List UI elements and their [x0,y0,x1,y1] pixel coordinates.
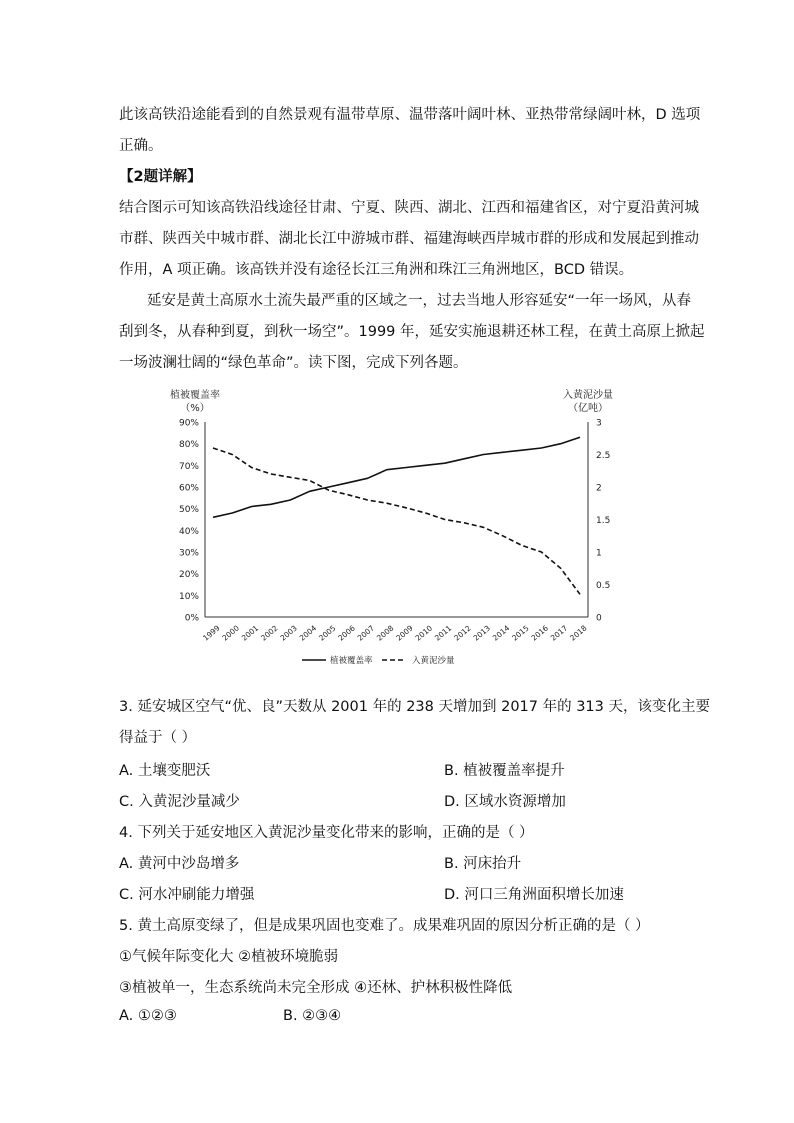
left-axis-title: 植被覆盖率 [170,390,220,401]
vegetation-sediment-line-chart [160,385,630,675]
x-tick-label: 2008 [375,623,396,643]
x-tick-label: 2006 [336,623,357,643]
question-5-stem: 5. 黄土高原变绿了，但是成果巩固也变难了。成果难巩固的原因分析正确的是（ ） [119,918,650,934]
passage-line: 此该高铁沿途能看到的自然景观有温带草原、温带落叶阔叶林、亚热带常绿阔叶林，D 选项 [119,107,701,123]
q4-option-b[interactable]: B. 河床抬升 [444,856,522,872]
q5-option-b[interactable]: B. ②③④ [283,1008,342,1024]
q3-option-a[interactable]: A. 土壤变肥沃 [119,763,211,779]
left-tick-label: 40% [178,526,199,537]
legend-label: 植被覆盖率 [330,656,373,666]
x-tick-label: 2003 [278,623,299,643]
intro-line: 延安是黄土高原水土流失最严重的区域之一，过去当地人形容延安“一年一场风，从春 [147,293,692,309]
q4-option-d[interactable]: D. 河口三角洲面积增长加速 [444,887,624,903]
q3-option-d[interactable]: D. 区域水资源增加 [444,794,566,810]
left-tick-label: 80% [178,440,199,451]
x-tick-label: 2009 [394,623,415,643]
x-tick-label: 2007 [355,623,377,643]
left-tick-label: 60% [178,483,199,494]
right-tick-label: 0.5 [596,581,611,591]
right-tick-label: 1 [596,548,602,559]
x-tick-label: 2018 [568,623,589,643]
left-tick-label: 10% [178,591,199,602]
q3-option-b[interactable]: B. 植被覆盖率提升 [444,763,565,779]
left-tick-label: 90% [178,418,199,429]
x-tick-label: 2004 [297,623,319,643]
x-tick-label: 2016 [529,623,550,643]
x-tick-label: 2010 [413,623,435,643]
x-tick-label: 2017 [548,623,570,643]
right-tick-label: 1.5 [596,516,611,526]
x-tick-label: 2000 [220,623,241,643]
q4-option-a[interactable]: A. 黄河中沙岛增多 [119,856,240,872]
question-3-stem-cont: 得益于（ ） [119,730,197,746]
passage-line: 市群、陕西关中城市群、湖北长江中游城市群、福建海峡西岸城市群的形成和发展起到推动 [119,231,699,247]
right-tick-label: 2 [596,483,602,494]
right-tick-label: 3 [596,418,602,429]
x-tick-label: 2014 [490,623,512,643]
q4-option-c[interactable]: C. 河水冲刷能力增强 [119,887,255,903]
left-tick-label: 70% [178,461,199,472]
right-tick-label: 0 [596,613,602,624]
passage-line: 正确。 [119,138,163,154]
left-tick-label: 20% [178,570,199,581]
right-tick-label: 2.5 [596,451,611,461]
q5-option-a[interactable]: A. ①②③ [119,1008,177,1024]
sediment-series-line [213,448,580,594]
intro-line: 刮到冬，从春种到夏，到秋一场空”。1999 年，延安实施退耕还林工程，在黄土高原上掀起 [119,324,705,340]
left-tick-label: 50% [178,505,199,516]
question-3-stem: 3. 延安城区空气“优、良”天数从 2001 年的 238 天增加到 2017 年的 313 天，该变化主要 [119,699,710,715]
x-tick-label: 2013 [471,623,493,643]
legend-label: 入黄泥沙量 [412,656,455,666]
left-axis-unit: （%） [180,403,210,414]
right-axis-title: 入黄泥沙量 [563,390,613,401]
x-tick-label: 2005 [317,623,338,643]
x-tick-label: 2015 [510,623,531,643]
question-5-statements-1: ①气候年际变化大 ②植被环境脆弱 [119,949,339,965]
question-4-stem: 4. 下列关于延安地区入黄泥沙量变化带来的影响，正确的是（ ） [119,825,534,841]
x-tick-label: 2001 [239,623,261,643]
passage-line: 结合图示可知该高铁沿线途径甘肃、宁夏、陕西、湖北、江西和福建省区，对宁夏沿黄河城 [119,200,699,216]
x-tick-label: 2002 [259,623,280,643]
left-tick-label: 0% [184,613,199,624]
intro-line: 一场波澜壮阔的“绿色革命”。读下图，完成下列各题。 [119,355,468,371]
left-tick-label: 30% [178,548,199,559]
x-tick-label: 1999 [201,623,222,643]
passage-line: 作用，A 项正确。该高铁并没有途径长江三角洲和珠江三角洲地区，BCD 错误。 [119,262,634,278]
q3-option-c[interactable]: C. 入黄泥沙量减少 [119,794,240,810]
x-tick-label: 2011 [432,623,454,643]
section-heading: 【2题详解】 [119,169,202,185]
right-axis-unit: （亿吨） [568,403,608,414]
x-tick-label: 2012 [452,623,473,643]
question-5-statements-2: ③植被单一，生态系统尚未完全形成 ④还林、护林积极性降低 [119,980,513,996]
